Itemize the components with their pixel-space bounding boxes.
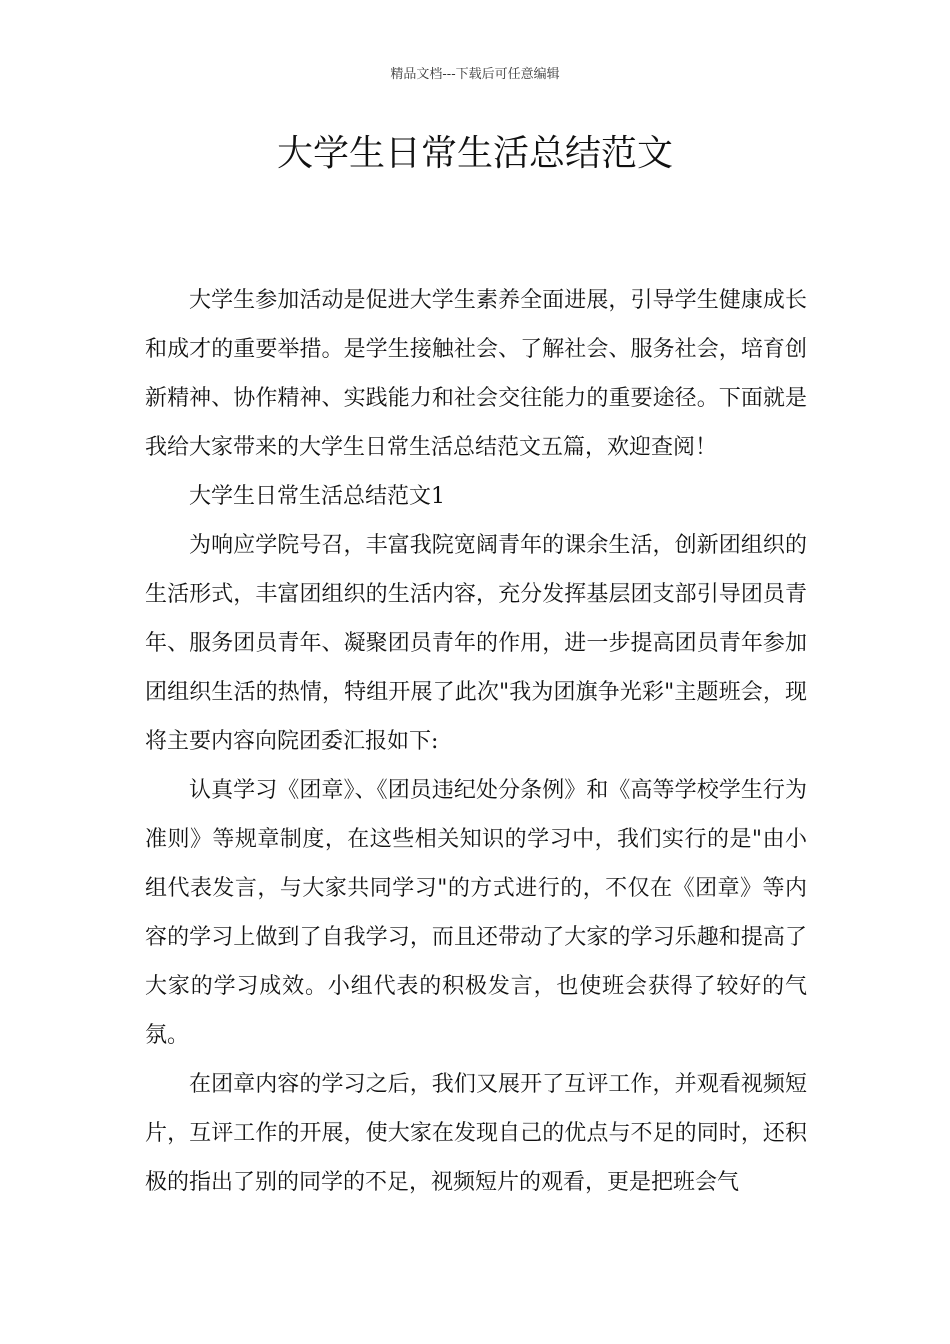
document-title: 大学生日常生活总结范文 [276, 133, 673, 174]
paragraph: 认真学习《团章》、《团员违纪处分条例》和《高等学校学生行为准则》等规章制度，在这些相关知识的学习中，我们实行的是"由小组代表发言，与大家共同学习"的方式进行的，不仅在《团章》等内容的学习上做到了自我学习，而且还带动了大家的学习乐趣和提高了大家的学习成效。小组代表的积极发言，也使班会获得了较好的气氛。 [145, 778, 807, 1048]
header-note: 精品文档---下载后可任意编辑 [390, 67, 560, 82]
paragraph-intro: 大学生参加活动是促进大学生素养全面进展，引导学生健康成长和成才的重要举措。是学生接触社会、了解社会、服务社会，培育创新精神、协作精神、实践能力和社会交往能力的重要途径。下面就是我给大家带来的大学生日常生活总结范文五篇，欢迎查阅！ [145, 288, 807, 460]
paragraph: 在团章内容的学习之后，我们又展开了互评工作，并观看视频短片，互评工作的开展，使大家在发现自己的优点与不足的同时，还积极的指出了别的同学的不足，视频短片的观看，更是把班会气 [145, 1072, 807, 1195]
paragraph: 为响应学院号召，丰富我院宽阔青年的课余生活，创新团组织的生活形式，丰富团组织的生活内容，充分发挥基层团支部引导团员青年、服务团员青年、凝聚团员青年的作用，进一步提高团员青年参加团组织生活的热情，特组开展了此次"我为团旗争光彩"主题班会，现将主要内容向院团委汇报如下: [145, 533, 807, 754]
document-body [145, 276, 807, 1207]
section-heading: 大学生日常生活总结范文1 [189, 484, 445, 509]
